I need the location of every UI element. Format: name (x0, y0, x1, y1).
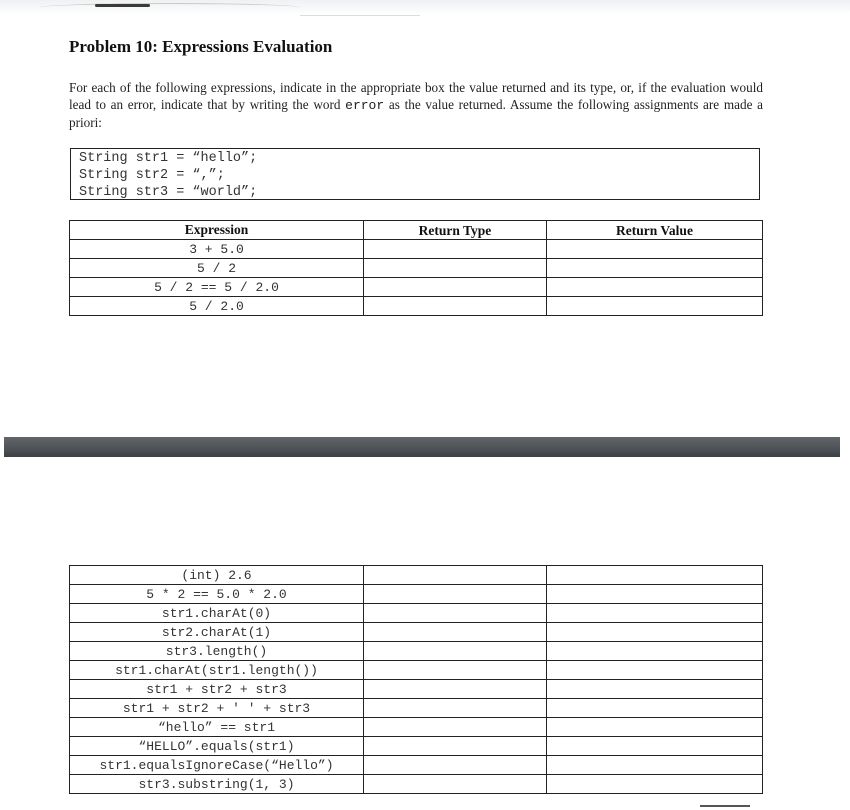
return-type-cell[interactable] (364, 642, 547, 661)
return-value-cell[interactable] (547, 240, 763, 259)
assignment-line: String str1 = “hello”; (79, 151, 258, 166)
assignments-box (70, 148, 760, 200)
table-row (70, 623, 763, 642)
return-value-cell[interactable] (547, 604, 763, 623)
return-value-cell[interactable] (547, 585, 763, 604)
intro-text-1: For each of the following expressions, indicate in the appropriate box the value returned and its type, or, if the evaluation would lead to an error, indicate that by writing the word (69, 80, 763, 112)
return-type-cell[interactable] (364, 699, 547, 718)
page-edge-line (300, 15, 420, 16)
expression-cell: str1.charAt(0) (70, 604, 364, 623)
table-row (70, 642, 763, 661)
return-type-cell[interactable] (364, 661, 547, 680)
page-curl-mark (40, 3, 300, 12)
return-type-cell[interactable] (364, 623, 547, 642)
return-type-cell[interactable] (364, 585, 547, 604)
return-value-cell[interactable] (547, 623, 763, 642)
page-edge-mark (95, 4, 150, 7)
expressions-table-page1 (69, 220, 763, 316)
return-value-cell[interactable] (547, 756, 763, 775)
expression-cell: str1 + str2 + str3 (70, 680, 364, 699)
table-row (70, 240, 763, 259)
return-value-cell[interactable] (547, 259, 763, 278)
return-type-cell[interactable] (364, 259, 547, 278)
table-row (70, 699, 763, 718)
header-return-value: Return Value (547, 221, 763, 240)
return-value-cell[interactable] (547, 718, 763, 737)
expression-cell: “HELLO”.equals(str1) (70, 737, 364, 756)
table-row (70, 566, 763, 585)
table-row (70, 278, 763, 297)
intro-error-keyword: error (345, 98, 385, 113)
table-row (70, 680, 763, 699)
return-value-cell[interactable] (547, 775, 763, 794)
table-row (70, 604, 763, 623)
table-row (70, 661, 763, 680)
expression-cell: str1.charAt(str1.length()) (70, 661, 364, 680)
return-type-cell[interactable] (364, 756, 547, 775)
assignment-line: String str3 = “world”; (79, 185, 258, 200)
assignment-line: String str2 = “,”; (79, 168, 225, 183)
intro-text-2: as the value returned. Assume the following assignments are made a priori: (69, 97, 763, 130)
header-expression: Expression (70, 221, 364, 240)
table-row (70, 718, 763, 737)
return-type-cell[interactable] (364, 775, 547, 794)
return-type-cell[interactable] (364, 566, 547, 585)
problem-instructions (69, 79, 763, 131)
page-separator (4, 437, 840, 457)
table-row (70, 585, 763, 604)
page-bottom-mark (700, 805, 750, 807)
table-row (70, 737, 763, 756)
expressions-table-page2 (69, 565, 763, 794)
return-type-cell[interactable] (364, 240, 547, 259)
expression-cell: “hello” == str1 (70, 718, 364, 737)
return-type-cell[interactable] (364, 297, 547, 316)
return-type-cell[interactable] (364, 604, 547, 623)
return-value-cell[interactable] (547, 566, 763, 585)
expression-cell: 5 / 2 (70, 259, 364, 278)
table-row (70, 259, 763, 278)
header-return-type: Return Type (364, 221, 547, 240)
expression-cell: str3.length() (70, 642, 364, 661)
expression-cell: str1 + str2 + ' ' + str3 (70, 699, 364, 718)
table-row (70, 775, 763, 794)
return-value-cell[interactable] (547, 278, 763, 297)
expression-cell: str2.charAt(1) (70, 623, 364, 642)
table-row (70, 297, 763, 316)
expression-cell: str3.substring(1, 3) (70, 775, 364, 794)
return-type-cell[interactable] (364, 680, 547, 699)
expression-cell: 3 + 5.0 (70, 240, 364, 259)
expression-cell: str1.equalsIgnoreCase(“Hello”) (70, 756, 364, 775)
return-value-cell[interactable] (547, 737, 763, 756)
return-value-cell[interactable] (547, 699, 763, 718)
return-value-cell[interactable] (547, 680, 763, 699)
expression-cell: 5 / 2.0 (70, 297, 364, 316)
return-value-cell[interactable] (547, 661, 763, 680)
return-value-cell[interactable] (547, 297, 763, 316)
expression-cell: 5 * 2 == 5.0 * 2.0 (70, 585, 364, 604)
table-header-row (70, 221, 763, 240)
return-type-cell[interactable] (364, 737, 547, 756)
return-type-cell[interactable] (364, 718, 547, 737)
expression-cell: (int) 2.6 (70, 566, 364, 585)
expression-cell: 5 / 2 == 5 / 2.0 (70, 278, 364, 297)
table-row (70, 756, 763, 775)
return-type-cell[interactable] (364, 278, 547, 297)
problem-title: Problem 10: Expressions Evaluation (69, 37, 333, 56)
return-value-cell[interactable] (547, 642, 763, 661)
